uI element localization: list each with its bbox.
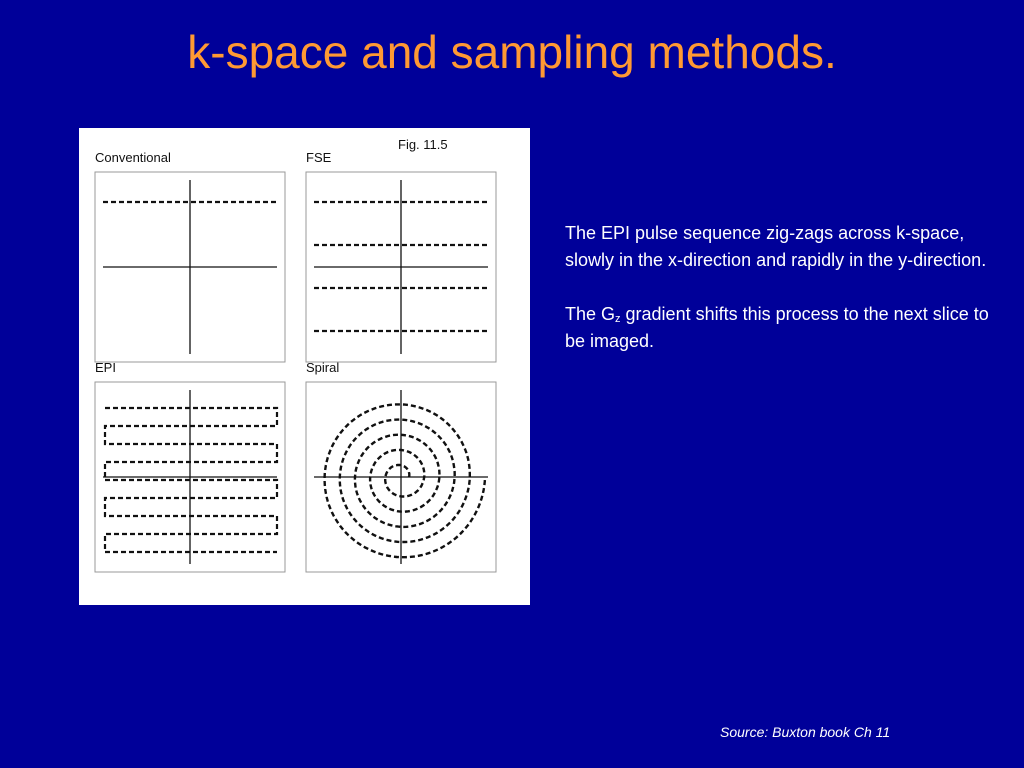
kspace-figure (79, 128, 530, 605)
slide-title: k-space and sampling methods. (187, 26, 837, 78)
gradient-subscript: z (615, 313, 621, 325)
figure-number-label: Fig. 11.5 (398, 137, 448, 152)
spiral-trajectory (314, 390, 488, 564)
source-citation: Source: Buxton book Ch 11 (720, 724, 891, 740)
conventional-trajectory (103, 180, 277, 354)
zigzag-path (105, 408, 277, 552)
panel-label-conventional: Conventional (95, 150, 171, 165)
fse-trajectory (314, 180, 488, 354)
epi-description: The EPI pulse sequence zig-zags across k-space, slowly in the x-direction and rapidly in the y-direction. (565, 223, 987, 270)
panel-label-fse: FSE (306, 150, 332, 165)
gradient-description (565, 301, 995, 355)
spiral-path (325, 404, 485, 557)
explanation-text (565, 220, 995, 382)
kspace-diagram (79, 128, 530, 605)
panel-label-spiral: Spiral (306, 360, 340, 375)
epi-trajectory (103, 390, 277, 564)
panel-label-epi: EPI (95, 360, 116, 375)
gradient-text-prefix: The G (565, 304, 616, 324)
gradient-text-suffix: gradient shifts this process to the next slice to be imaged. (565, 304, 989, 351)
